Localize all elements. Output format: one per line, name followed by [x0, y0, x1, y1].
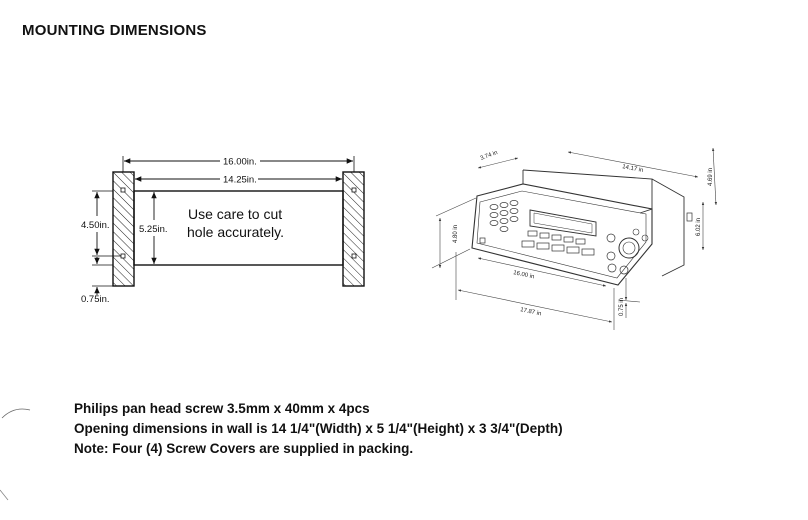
unit-front-height-label: 4.80 in [453, 224, 459, 243]
cut-note-line1: Use care to cut [188, 206, 283, 222]
unit-isometric-diagram [432, 148, 716, 330]
unit-right-height-label: 4.69 in [708, 167, 714, 186]
dim-flange-label: 0.75in. [81, 294, 110, 305]
unit-front-width-label: 16.00 in [512, 270, 535, 281]
note-screw: Philips pan head screw 3.5mm x 40mm x 4pcs [74, 401, 370, 416]
dim-outer-width-label: 16.00in. [223, 156, 257, 168]
note-opening-dimensions: Opening dimensions in wall is 14 1/4"(Width) x 5 1/4"(Height) x 3 3/4"(Depth) [74, 421, 563, 436]
mounting-notes [74, 399, 563, 459]
cutout-diagram [81, 156, 364, 305]
dim-opening-height-label: 5.25in. [139, 224, 168, 235]
cut-note-line2: hole accurately. [187, 224, 285, 240]
dim-bracket-height-label: 4.50in. [81, 220, 110, 231]
unit-side-height-label: 6.02 in [696, 217, 702, 236]
page-title: MOUNTING DIMENSIONS [22, 22, 207, 39]
unit-depth-label: 3.74 in [479, 150, 499, 162]
note-screw-covers: Note: Four (4) Screw Covers are supplied in packing. [74, 441, 414, 456]
unit-overall-width-label: 17.87 in [519, 307, 542, 318]
unit-flange-label: 0.75 in [619, 297, 625, 316]
unit-top-width-label: 14.17 in [621, 164, 644, 175]
dim-inner-width-label: 14.25in. [223, 174, 257, 186]
